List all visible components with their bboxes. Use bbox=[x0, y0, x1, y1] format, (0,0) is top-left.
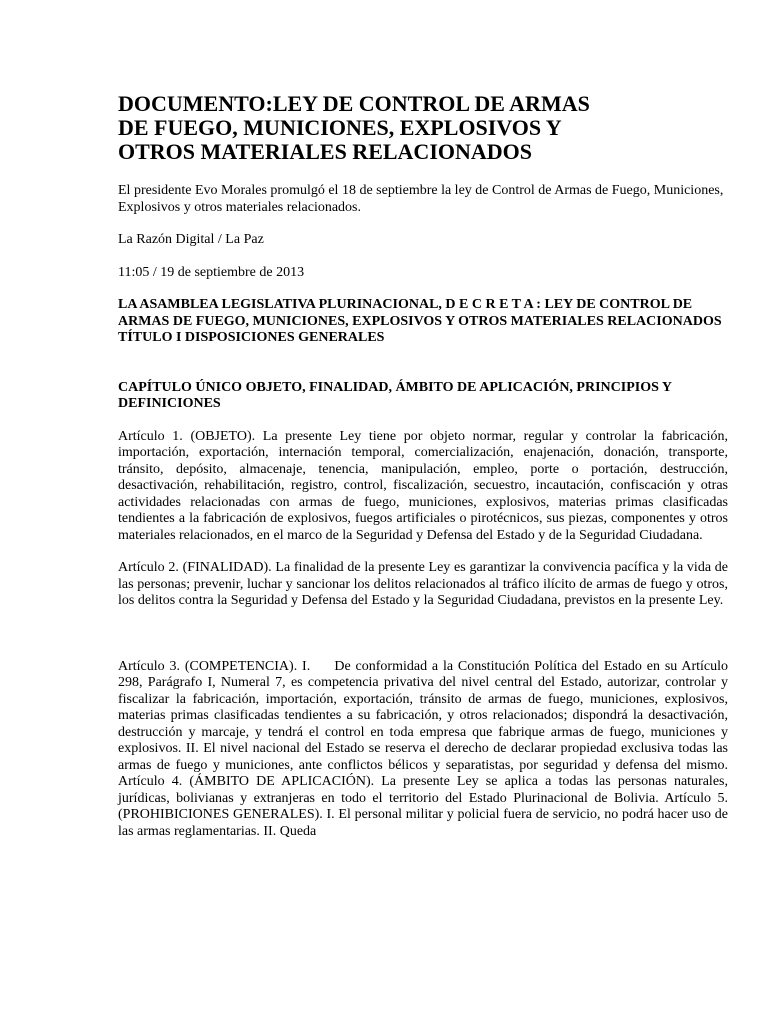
chapter-heading: CAPÍTULO ÚNICO OBJETO, FINALIDAD, ÁMBITO DE APLICACIÓN, PRINCIPIOS Y DEFINICIONES bbox=[118, 379, 672, 411]
document-title: DOCUMENTO:LEY DE CONTROL DE ARMAS DE FUEGO, MUNICIONES, EXPLOSIVOS Y OTROS MATERIALES RELACIONADOS bbox=[118, 91, 590, 164]
article-3-paragraph: Artículo 3. (COMPETENCIA). I. De conformidad a la Constitución Política del Estado en su Artículo 298, Parágrafo I, Numeral 7, es competencia privativa del nivel central del Estado, autorizar, controlar y fiscalizar la fabricación, importación, exportación, tránsito de armas de fuego, municiones, explosivos, materias primas clasificadas tendientes a su fabricación, y otros relacionados; dispondrá la desactivación, destrucción y marcaje, y tendrá el control en toda empresa que fabrique armas de fuego, municiones y explosivos. II. El nivel nacional del Estado se reserva el derecho de declarar propiedad exclusiva todas las armas de fuego y municiones, ante conflictos bélicos y separatistas, por seguridad y defensa del mismo. Artículo 4. (ÁMBITO DE APLICACIÓN). La presente Ley se aplica a todas las personas naturales, jurídicas, bolivianas y extranjeras en todo el territorio del Estado Plurinacional de Bolivia. Artículo 5. (PROHIBICIONES GENERALES). I. El personal militar y policial fuera de servicio, no podrá hacer uso de las armas reglamentarias. II. Queda bbox=[118, 658, 732, 839]
article-2-paragraph: Artículo 2. (FINALIDAD). La finalidad de la presente Ley es garantizar la convivencia pacífica y la vida de las personas; prevenir, luchar y sancionar los delitos relacionados al tráfico ilícito de armas de fuego y otros, los delitos contra la Seguridad y Defensa del Estado y la Seguridad Ciudadana, previstos en la presente Ley. bbox=[118, 560, 728, 608]
decree-heading: LA ASAMBLEA LEGISLATIVA PLURINACIONAL, D E C R E T A : LEY DE CONTROL DE ARMAS DE FUEGO, MUNICIONES, EXPLOSIVOS Y OTROS MATERIALES RELACIONADOS TÍTULO I DISPOSICIONES GENERALES bbox=[118, 297, 722, 345]
source-line: La Razón Digital / La Paz bbox=[118, 232, 264, 247]
intro-paragraph: El presidente Evo Morales promulgó el 18 de septiembre la ley de Control de Armas de Fuego, Municiones, Explosivos y otros materiales relacionados. bbox=[118, 183, 724, 215]
article-1-paragraph: Artículo 1. (OBJETO). La presente Ley tiene por objeto normar, regular y controlar la fabricación, importación, exportación, internación temporal, comercialización, enajenación, donación, transporte, tránsito, depósito, almacenaje, tenencia, manipulación, empleo, porte o portación, destrucción, desactivación, rehabilitación, registro, control, fiscalización, secuestro, incautación, confiscación y otras actividades relacionadas con armas de fuego, municiones, explosivos, materias primas clasificadas tendientes a la fabricación de explosivos, fuegos artificiales o pirotécnicos, sus piezas, componentes y otros materiales relacionados, en el marco de la Seguridad y Defensa del Estado y de la Seguridad Ciudadana. bbox=[118, 428, 728, 543]
timestamp-line: 11:05 / 19 de septiembre de 2013 bbox=[118, 264, 305, 280]
